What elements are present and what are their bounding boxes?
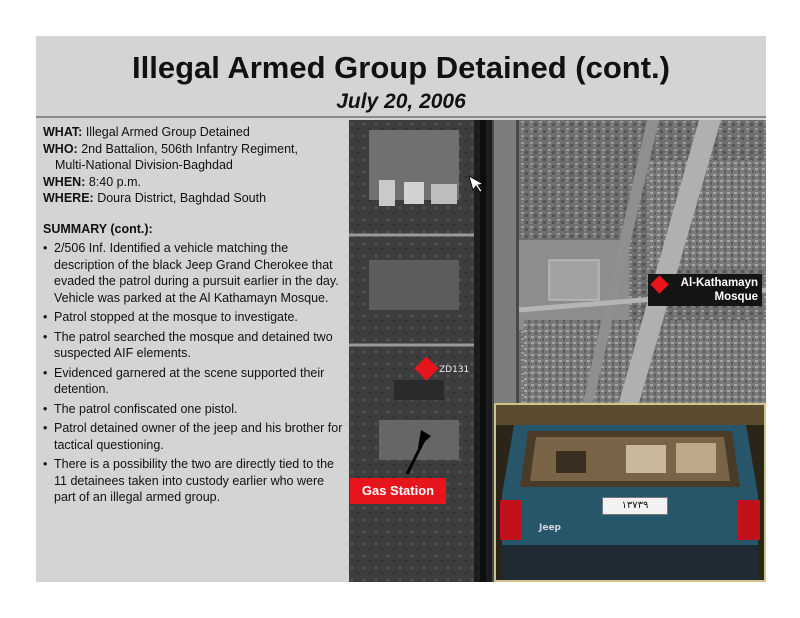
who-row <box>43 141 343 158</box>
mosque-label-line2: Mosque <box>714 291 758 303</box>
slide <box>36 36 766 582</box>
slide-date: July 20, 2006 <box>336 90 466 113</box>
jeep-photo <box>494 403 766 582</box>
satellite-map <box>349 120 766 582</box>
where-value: Doura District, Baghdad South <box>97 191 267 205</box>
who-value-cont: Multi-National Division-Baghdad <box>55 158 233 172</box>
summary-item: • Evidenced garnered at the scene supported their detention. <box>43 365 343 398</box>
summary-item: • The patrol searched the mosque and detained two suspected AIF elements. <box>43 329 343 362</box>
summary-item: • Patrol stopped at the mosque to investigate. <box>43 309 343 326</box>
summary-item: • 2/506 Inf. Identified a vehicle matching the description of the black Jeep Grand Cherokee that evaded the patrol during a pursuit earlier in the day. Vehicle was parked at the Al Kathamayn Mosque. <box>43 240 343 306</box>
gas-station-label: Gas Station <box>350 478 446 504</box>
what-label: WHAT: <box>43 125 83 139</box>
where-label: WHERE: <box>43 191 94 205</box>
summary-item: • The patrol confiscated one pistol. <box>43 401 343 418</box>
gas-station-id: ZD131 <box>439 365 470 375</box>
mosque-label <box>648 274 762 306</box>
when-label: WHEN: <box>43 174 86 189</box>
when-row <box>43 174 343 191</box>
jeep-rear-image <box>496 405 764 580</box>
text-panel <box>36 120 349 582</box>
who-label: WHO: <box>43 141 78 156</box>
license-plate: ١٣٧٣٩ <box>602 497 668 515</box>
summary-item: • Patrol detained owner of the jeep and his brother for tactical questioning. <box>43 420 343 453</box>
when-value: 8:40 p.m. <box>88 174 141 189</box>
summary-item: • There is a possibility the two are directly tied to the 11 detainees taken into custody earlier who were part of an illegal armed group. <box>43 456 343 506</box>
who-value: 2nd Battalion, 506th Infantry Regiment, <box>81 141 299 156</box>
mosque-label-line1: Al-Kathamayn <box>680 277 758 289</box>
summary-heading: SUMMARY (cont.): <box>43 221 153 236</box>
what-value: Illegal Armed Group Detained <box>85 125 250 139</box>
where-row <box>43 190 343 207</box>
summary-list <box>43 240 343 506</box>
what-row <box>43 124 343 141</box>
jeep-badge: Jeep <box>539 523 561 533</box>
slide-header <box>36 36 766 118</box>
slide-title: Illegal Armed Group Detained (cont.) <box>132 50 670 85</box>
